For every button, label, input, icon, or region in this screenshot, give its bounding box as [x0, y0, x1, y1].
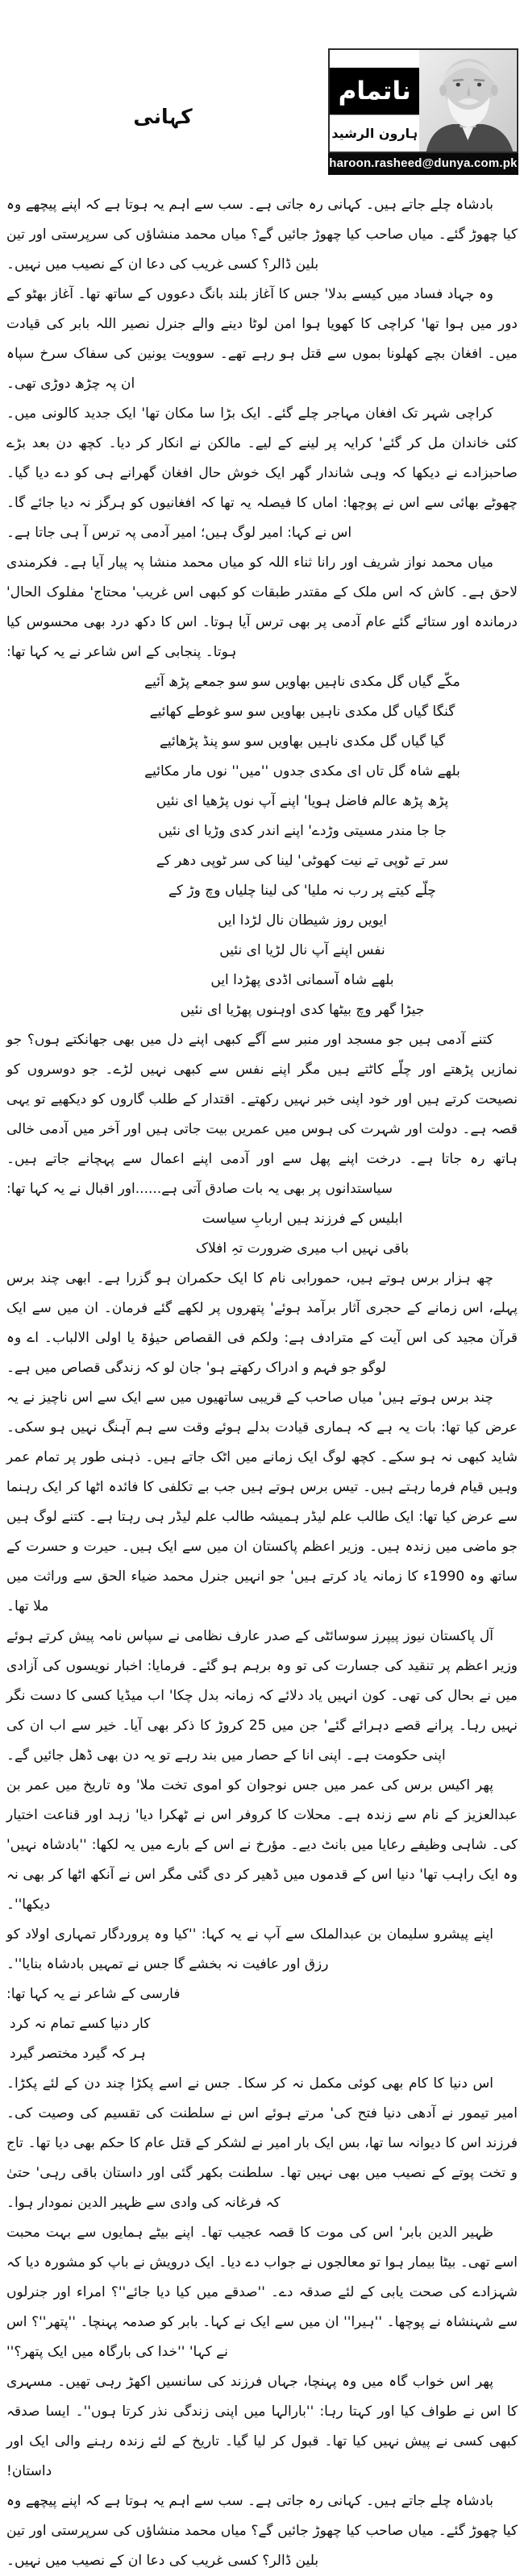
verse-line: سر تے ٹوپی تے نیت کھوٹی' لینا کی سر ٹوپی دھر کے [156, 853, 449, 869]
masthead [328, 48, 518, 175]
paragraph: آل پاکستان نیوز پیپرز سوسائٹی کے صدر عارف نظامی نے سپاس نامہ پیش کرتے ہوئے وزیر اعظم پر تنقید کی جسارت کی تو وہ برہم ہو گئے۔ فرمایا: اخبار نویسوں کی آزادی میں نے بحال کی تھی۔ کون انہیں یاد دلائے کہ زمانہ بدل چکا' اب میڈیا کسی کا دست نگر نہیں رہا۔ پرانے قصے دہرائے گئے' جن میں 25 کروڑ کا ذکر بھی آیا۔ خیر سے اب ان کی اپنی حکومت ہے۔ اپنی انا کے حصار میں بند رہے تو یہ دن بھی ڈھل جائیں گے۔ [6, 1628, 518, 1764]
article-body [0, 190, 524, 2576]
author-email: haroon.rasheed@dunya.com.pk [328, 153, 518, 175]
paragraph: میاں محمد نواز شریف اور رانا ثناء اللہ کو میاں محمد منشا پہ پیار آیا ہے۔ فکرمندی لاحق ہے۔ کاش کہ اس ملک کے مقتدر طبقات کو کبھی اس غریب' محتاج' مفلوک الحال' درماندہ اور ستائے گئے عام آدمی پر بھی ترس آیا ہوتا۔ اس کا دکھ درد بھی محسوس کیا ہوتا۔ پنجابی کے اس شاعر نے یہ کہا تھا: [6, 555, 518, 660]
verse-line: نفس اپنے آپ نال لڑیا ای نئیں [219, 942, 385, 958]
verse-line: ایویں روز شیطان نال لڑدا ایں [217, 912, 388, 929]
column-title-band [330, 68, 419, 114]
author-signature: ہارون الرشید [330, 114, 419, 152]
verse-line: باقی نہیں اب میری ضرورت تہِ افلاک [195, 1240, 410, 1257]
paragraph: اس دنیا کا کام بھی کوئی مکمل نہ کر سکا۔ جس نے اسے پکڑا چند دن کے لئے پکڑا۔ امیر تیمور نے آدھی دنیا فتح کی' مرتے ہوئے اس نے سلطنت کی تقسیم کی وصیت کی۔ فرزند اس کا دیوانہ سا تھا، بس ایک بار امیر نے لشکر کے قتل عام کا حکم بھی دیا تھا۔ تاج و تخت پوتے کے نصیب میں بھی نہیں تھا۔ سلطنت بکھر گئی اور داستان باقی رہی' حتیٰ کہ فرغانہ کی وادی سے ظہیر الدین نمودار ہوا۔ [6, 2075, 518, 2211]
paragraph: چند برس ہوتے ہیں' میاں صاحب کے قریبی ساتھیوں میں سے ایک سے اس ناچیز نے یہ عرض کیا تھا: بات یہ ہے کہ ہماری قیادت بدلے ہوئے وقت سے ہم آہنگ نہیں ہو سکی۔ شاید کبھی نہ ہو سکے۔ کچھ لوگ ایک زمانے میں اٹک جاتے ہیں۔ ذہنی طور پر تمام عمر وہیں قیام فرما رہتے ہیں۔ تیس برس ہوتے ہیں جب بے تکلفی کا فائدہ اٹھا کر ایک رہنما سے عرض کیا تھا: ایک طالب علم لیڈر ہمیشہ طالب علم لیڈر ہی رہتا ہے۔ کتنے لوگ ہیں جو ماضی میں زندہ ہیں۔ وزیر اعظم پاکستان ان میں سے ایک ہیں۔ حیرت و حسرت کے ساتھ وہ 1990ء کا زمانہ یاد کرتے ہیں' جو انہیں جنرل محمد ضیاء الحق سے وراثت میں ملا تھا۔ [6, 1390, 518, 1614]
verse-block [6, 1204, 518, 1264]
author-photo [419, 50, 517, 152]
verse-line: ہر کہ گیرد مختصر گیرد [10, 2046, 146, 2062]
paragraph: پھر اس خواب گاہ میں وہ پہنچا، جہاں فرزند کی سانسیں اکھڑ رہی تھیں۔ مسہری کا اس نے طواف کیا اور کہتا رہا: ''بارالہا میں اپنی زندگی نذر کرتا ہوں''۔ ایسا صدقہ کبھی کسی نے پیش نہیں کیا تھا۔ قبول کر لیا گیا۔ تاریخ کے لئے زندہ رہنے والی ایک اور داستان! [6, 2374, 518, 2479]
paragraph: چھ ہزار برس ہوتے ہیں، حمورابی نام کا ایک حکمران ہو گزرا ہے۔ ابھی چند برس پہلے، اس زمانے کے حجری آثار برآمد ہوئے' پتھروں پر لکھے گئے فرمان۔ ان میں سے ایک قرآن مجید کی اس آیت کے مترادف ہے: ولکم فی القصاص حیوٰۃ یا اولی الالباب۔ اے وہ لوگو جو فہم و ادراک رکھتے ہو' جان لو کہ زندگی قصاص میں ہے۔ [6, 1270, 518, 1376]
paragraph: کتنے آدمی ہیں جو مسجد اور منبر سے آگے کبھی اپنے دل میں بھی جھانکتے ہوں؟ جو نمازیں پڑھتے اور چلّے کاٹتے ہیں مگر اپنے نفس سے کبھی نہیں لڑے۔ جو دوسروں کو نصیحت کرتے ہیں اور خود اپنی خبر نہیں رکھتے۔ اقتدار کے طلب گاروں کو دیکھیے تو یہی قصہ ہے۔ دولت اور شہرت کی ہوس میں عمریں بیت جاتی ہیں اور آخر میں آدمی خالی ہاتھ رہ جاتا ہے۔ درخت اپنے پھل سے اور آدمی اپنے اعمال سے پہچانے جاتے ہیں۔ سیاستدانوں پر بھی یہ بات صادق آتی ہے......اور اقبال نے یہ کہا تھا: [6, 1032, 518, 1197]
verse-line: جا جا مندر مسیتی وڑدے' اپنے اندر کدی وڑیا ای نئیں [158, 823, 447, 839]
paragraph: فارسی کے شاعر نے یہ کہا تھا: [6, 1986, 181, 2002]
verse-line: گیا گیاں گل مکدی ناہیں بھاویں سو سو پنڈ پڑھائیے [159, 733, 446, 750]
verse-line: کار دنیا کسے تمام نہ کرد [10, 2016, 151, 2032]
paragraph: وہ جہاد فساد میں کیسے بدلا' جس کا آغاز بلند بانگ دعووں کے ساتھ تھا۔ آغاز بھٹو کے دور میں ہوا تھا' کراچی کا کھویا ہوا امن لوٹا دینے والے جنرل نصیر اللہ بابر کی قیادت میں۔ افغان بچے کھلونا بموں سے قتل ہو رہے تھے۔ سوویت یونین کی سفاک سرخ سپاہ ان پہ چڑھ دوڑی تھی۔ [6, 286, 518, 392]
verse-line: گنگا گیاں گل مکدی ناہیں بھاویں سو سو غوطے کھائیے [149, 704, 455, 720]
verse-line: بلھے شاہ گل تاں ای مکدی جدوں ''میں'' نوں مار مکائیے [144, 763, 460, 779]
verse-line: چلّے کیتے پر رب نہ ملیا' کی لینا چلیاں وچ وڑ کے [168, 883, 437, 899]
verse-block [6, 2009, 518, 2069]
paragraph: بادشاہ چلے جاتے ہیں۔ کہانی رہ جاتی ہے۔ سب سے اہم یہ ہوتا ہے کہ اپنے پیچھے وہ کیا چھوڑ گئے۔ میاں صاحب کیا چھوڑ جائیں گے؟ میاں محمد منشاؤں کی سرپرستی اور تین بلین ڈالر؟ کسی غریب کی دعا ان کے نصیب میں نہیں۔ [6, 2493, 518, 2569]
verse-line: پڑھ پڑھ عالم فاضل ہویا' اپنے آپ نوں پڑھیا ای نئیں [156, 793, 449, 809]
masthead-box [328, 48, 518, 153]
column-title: ناتمام [338, 77, 411, 106]
verse-line: جیڑا گھر وچ بیٹھا کدی اوہنوں پھڑیا ای نئیں [180, 1002, 425, 1018]
author-photo-illustration [419, 50, 517, 152]
paragraph: ظہیر الدین بابر' اس کی موت کا قصہ عجیب تھا۔ اپنے بیٹے ہمایوں سے بہت محبت اسے تھی۔ بیٹا بیمار ہوا تو معالجوں نے جواب دے دیا۔ ایک درویش نے باپ کو مشورہ دیا کہ شہزادے کی صحت یابی کے لئے صدقہ دے۔ ''صدقے میں کیا دیا جائے''؟ امراء اور جنرلوں سے شہنشاہ نے پوچھا۔ ''ہیرا'' ان میں سے ایک نے کہا۔ بابر کو صدمہ پہنچا۔ ''پتھر''؟ اس نے کہا' ''خدا کی بارگاہ میں ایک پتھر؟'' [6, 2225, 518, 2360]
verse-line: ابلیس کے فرزند ہیں اربابِ سیاست [202, 1211, 403, 1227]
paragraph: پھر اکیس برس کی عمر میں جس نوجوان کو اموی تخت ملا' وہ تاریخ میں عمر بن عبدالعزیز کے نام سے زندہ ہے۔ محلات کا کروفر اس نے ٹھکرا دیا' زہد اور قناعت اختیار کی۔ شاہی وظیفے رعایا میں بانٹ دیے۔ مؤرخ نے اس کے بارے میں یہ لکھا: ''بادشاہ نہیں' وہ ایک راہب تھا' دنیا اس کے قدموں میں ڈھیر کر دی گئی مگر اس نے آنکھ اٹھا کر بھی نہ دیکھا''۔ [6, 1777, 518, 1913]
paragraph: اپنے پیشرو سلیمان بن عبدالملک سے آپ نے یہ کہا: ''کیا وہ پروردگار تمہاری اولاد کو رزق اور عافیت نہ بخشے گا جس نے تمہیں بادشاہ بنایا''۔ [6, 1926, 493, 1972]
verse-line: مکّے گیاں گل مکدی ناہیں بھاویں سو سو جمعے پڑھ آئیے [144, 674, 460, 690]
verse-line: بلھے شاہ آسمانی اڈدی پھڑدا ایں [210, 972, 394, 988]
article-title: کہانی [133, 105, 193, 128]
masthead-spacer [330, 50, 419, 68]
paragraph: بادشاہ چلے جاتے ہیں۔ کہانی رہ جاتی ہے۔ سب سے اہم یہ ہوتا ہے کہ اپنے پیچھے وہ کیا چھوڑ گئے۔ میاں صاحب کیا چھوڑ جائیں گے؟ میاں محمد منشاؤں کی سرپرستی اور تین بلین ڈالر؟ کسی غریب کی دعا ان کے نصیب میں نہیں۔ [6, 197, 518, 272]
verse-block [6, 667, 518, 1025]
masthead-left [330, 50, 419, 152]
paragraph: کراچی شہر تک افغان مہاجر چلے گئے۔ ایک بڑا سا مکان تھا' ایک جدید کالونی میں۔ کئی خاندان مل کر گئے' کرایہ پر لینے کے لیے۔ مالکن نے انکار کر دیا۔ کچھ دن بعد بڑے صاحبزادے نے دیکھا کہ وہی شاندار گھر ایک خوش حال افغان گھرانے ہی کو دے دیا گیا۔ چھوٹے بھائی سے اس نے پوچھا: اماں کا فیصلہ یہ تھا کہ افغانیوں کو ہرگز نہ دیا جائے گا۔ اس نے کہا: امیر لوگ ہیں؛ امیر آدمی پہ ترس آ ہی جاتا ہے۔ [6, 405, 518, 541]
